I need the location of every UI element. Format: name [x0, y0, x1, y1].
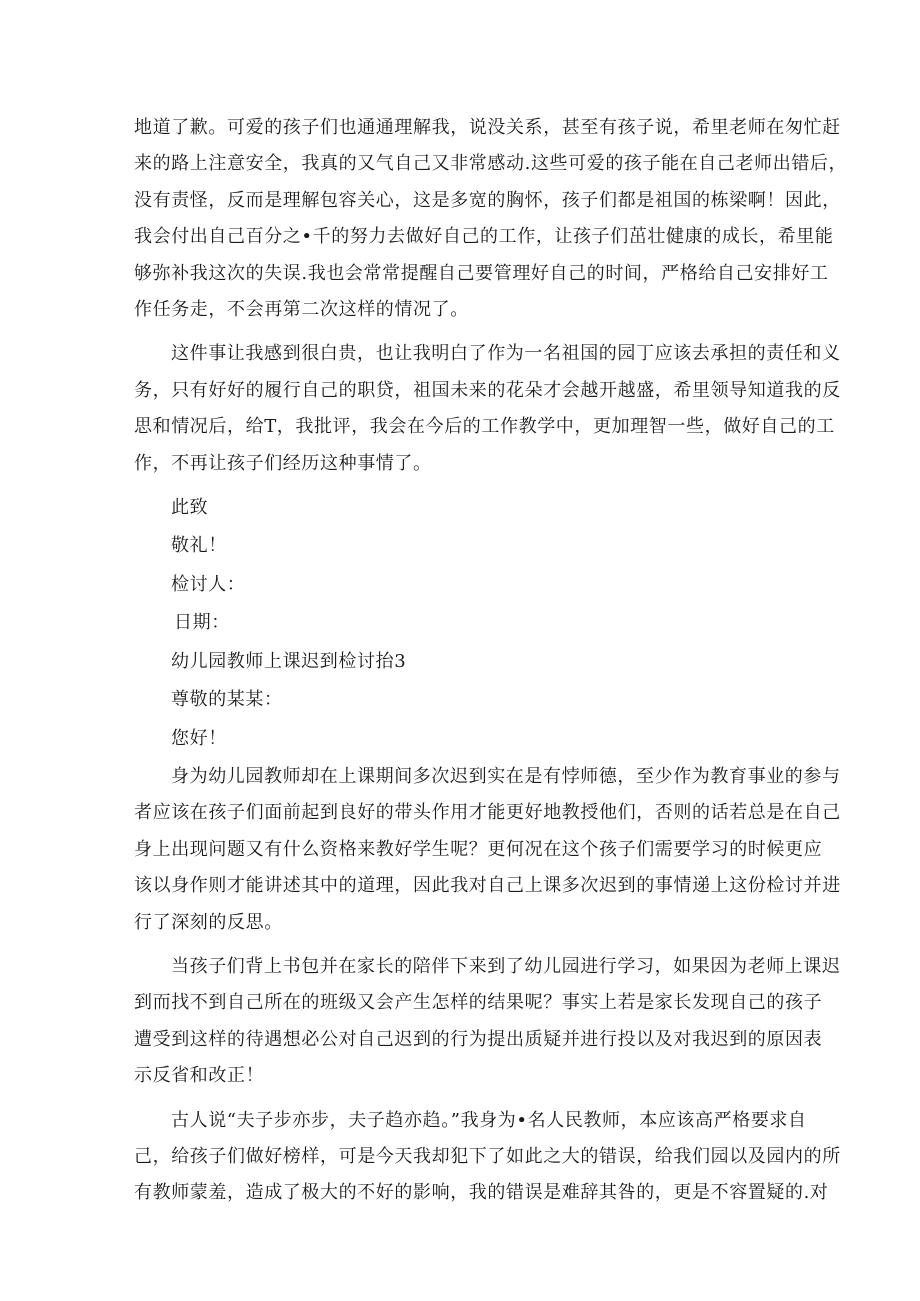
- closing-respect: 敬礼！: [171, 535, 227, 557]
- recipient-line: 尊敬的某某：: [171, 689, 283, 711]
- text-line: 示反省和改正！: [134, 1065, 265, 1087]
- section-title: 幼儿园教师上课迟到检讨抬3: [171, 650, 407, 672]
- text-line: 遭受到这样的待遇想必公对自己迟到的行为提出质疑并进行投以及对我迟到的原因表: [134, 1028, 823, 1050]
- paragraph-self-criticism: [134, 759, 841, 941]
- paragraph-consequences: [134, 949, 841, 1095]
- text-line: 作，不再让孩子们经历这种事情了。: [134, 452, 432, 474]
- text-line: 这件事让我感到很白贵，也让我明白了作为一名祖国的园丁应该去承担的责任和义: [171, 343, 841, 365]
- text-line: 思和情况后，给T，我批评，我会在今后的工作教学中，更加理智一些，做好自己的工: [134, 416, 835, 438]
- greeting-line: 您好！: [171, 727, 227, 749]
- date-label: 日期：: [174, 612, 230, 634]
- author-label: 检讨人：: [171, 573, 246, 595]
- paragraph-reflection: [134, 336, 841, 482]
- text-line: 者应该在孩子们面前起到良好的带头作用才能更好地教授他们，否则的话若总是在自己: [134, 802, 841, 824]
- text-line: 够弥补我这次的失误.我也会常常提醒自己要管理好自己的时间，严格给自己安排好工: [134, 262, 829, 284]
- closing-salutation: 此致: [171, 497, 209, 519]
- text-line: 身为幼儿园教师却在上课期间多次迟到实在是有悖师德，至少作为教育事业的参与: [171, 765, 841, 787]
- text-line: 古人说“夫子步亦步，夫子趋亦趋。”我身为•名人民教师，本应该高严格要求自: [171, 1109, 807, 1131]
- text-line: 该以身作则才能讲述其中的道理，因此我对自己上课多次迟到的事情递上这份检讨并进: [134, 875, 841, 897]
- text-line: 来的路上注意安全，我真的又气自己又非常感动.这些可爱的孩子能在自己老师出错后，: [134, 153, 848, 175]
- text-line: 身上出现问题又有什么资格来教好学生呢？更何况在这个孩子们需要学习的时候更应: [134, 838, 823, 860]
- text-line: 有教师蒙羞，造成了极大的不好的影响，我的错误是难辞其咎的，更是不容置疑的.对: [134, 1182, 829, 1204]
- text-line: 行了深刻的反思。: [134, 911, 283, 933]
- text-line: 当孩子们背上书包并在家长的陪伴下来到了幼儿园进行学习，如果因为老师上课迟: [171, 955, 841, 977]
- paragraph-ancient-saying: [134, 1103, 841, 1212]
- document-page: [134, 110, 848, 1220]
- text-line: 务，只有好好的履行自己的职贷，祖国未来的花朵才会越开越盛，希里领导知道我的反: [134, 379, 841, 401]
- text-line: 我会付出自己百分之•千的努力去做好自己的工作，让孩子们茁壮健康的成长，希里能: [134, 226, 834, 248]
- text-line: 地道了歉。可爱的孩子们也通通理解我，说没关系，甚至有孩子说，希里老师在匆忙赶: [134, 117, 841, 138]
- text-line: 没有责怪，反而是理解包容关心，这是多宽的胸怀，孩子们都是祖国的栋梁啊！因此，: [134, 189, 841, 211]
- text-line: 到而找不到自己所在的班级又会产生怎样的结果呢？事实上若是家长发现自己的孩子: [134, 992, 823, 1014]
- text-line: 作任务走，不会再第二次这样的情况了。: [134, 299, 469, 321]
- text-line: 己，给孩子们做好榜样，可是今天我却犯下了如此之大的错误，给我们园以及园内的所: [134, 1145, 841, 1167]
- paragraph-apology-continued: [134, 110, 848, 328]
